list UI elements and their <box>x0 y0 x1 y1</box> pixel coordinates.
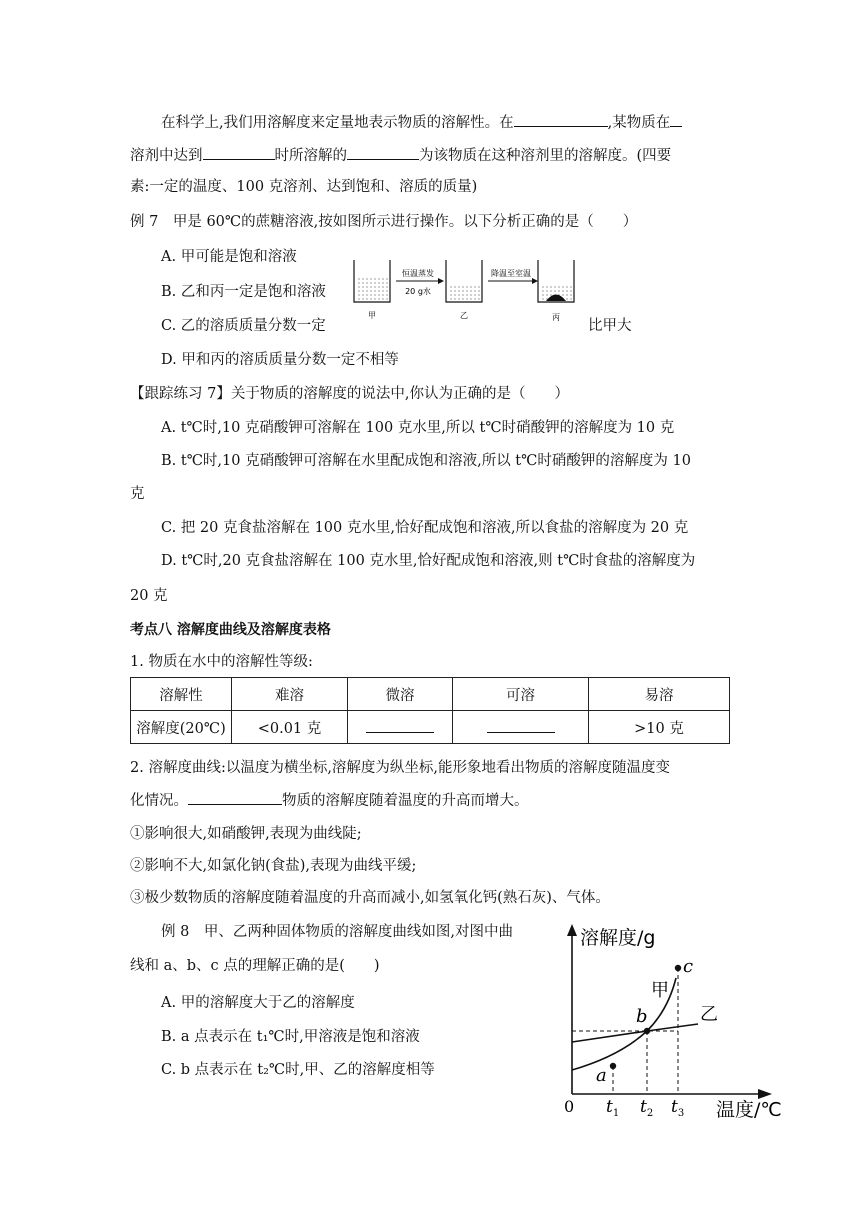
blank <box>670 112 682 127</box>
tick-t2: $t_2$ <box>640 1097 654 1119</box>
ex7-option-b: B. 乙和丙一定是饱和溶液 <box>161 284 326 300</box>
point-a <box>610 1063 616 1069</box>
track7-option-d: D. t℃时,20 克食盐溶解在 100 克水里,恰好配成饱和溶液,则 t℃时食盐的溶解度为 <box>161 553 696 569</box>
point-a-label: a <box>596 1065 607 1086</box>
ex7-stem: 例 7 甲是 60℃的蔗糖溶液,按如图所示进行操作。以下分析正确的是（ ） <box>130 214 638 230</box>
ex8-option-b: B. a 点表示在 t₁℃时,甲溶液是饱和溶液 <box>161 1029 420 1045</box>
table-cell: 微溶 <box>348 678 453 711</box>
beaker-figure <box>350 258 580 326</box>
curve-yi <box>572 1024 698 1042</box>
intro-line-3: 素:一定的温度、100 克溶剂、达到饱和、溶质的质量) <box>130 179 478 195</box>
beaker-label-yi: 乙 <box>460 311 468 320</box>
step1-sub-label: 20 g水 <box>405 287 431 296</box>
section-title: 考点八 溶解度曲线及溶解度表格 <box>130 622 331 638</box>
tick-t1: $t_1$ <box>606 1097 620 1119</box>
tick-t3: $t_3$ <box>671 1097 685 1119</box>
track7-option-d-cont: 20 克 <box>130 588 168 604</box>
blank <box>487 718 555 733</box>
table-cell: >10 克 <box>589 711 730 744</box>
point-b <box>644 1028 650 1034</box>
x-axis-arrow <box>758 1089 772 1099</box>
item-2: ②影响不大,如氯化钠(食盐),表现为曲线平缓; <box>130 858 417 874</box>
table-row <box>131 678 730 711</box>
point-c-label: c <box>683 956 694 977</box>
beaker-yi <box>446 260 482 302</box>
ex8-stem-cont: 线和 a、b、c 点的理解正确的是( ) <box>130 958 380 974</box>
table-cell: 可溶 <box>453 678 589 711</box>
origin-label: 0 <box>564 1097 575 1116</box>
track7-option-c: C. 把 20 克食盐溶解在 100 克水里,恰好配成饱和溶液,所以食盐的溶解度为 20 克 <box>161 520 689 536</box>
point-c <box>675 965 681 971</box>
blank <box>188 790 282 805</box>
arrow-1 <box>396 278 444 284</box>
item-3: ③极少数物质的溶解度随着温度的升高而减小,如氢氧化钙(熟石灰)、气体。 <box>130 890 610 906</box>
intro-line-1: 在科学上,我们用溶解度来定量地表示物质的溶解性。在 ,某物质在 <box>161 112 682 133</box>
table-cell: 易溶 <box>589 678 730 711</box>
solubility-graph <box>560 920 810 1130</box>
ex8-option-c: C. b 点表示在 t₂℃时,甲、乙的溶解度相等 <box>161 1062 435 1078</box>
x-axis-label: 温度/℃ <box>716 1099 782 1121</box>
blank <box>366 718 434 733</box>
table-row <box>131 711 730 744</box>
table-cell <box>348 711 453 744</box>
paragraph-2: 2. 溶解度曲线:以温度为横坐标,溶解度为纵坐标,能形象地看出物质的溶解度随温度变 <box>130 760 671 776</box>
table-cell <box>453 711 589 744</box>
table-cell: 溶解性 <box>131 678 232 711</box>
item-1: ①影响很大,如硝酸钾,表现为曲线陡; <box>130 826 362 842</box>
blank <box>203 145 275 160</box>
y-axis-label: 溶解度/g <box>580 927 656 949</box>
table-cell: 难溶 <box>232 678 348 711</box>
paragraph-2-cont: 化情况。 物质的溶解度随着温度的升高而增大。 <box>130 790 529 811</box>
paragraph-1: 1. 物质在水中的溶解性等级: <box>130 654 313 670</box>
track7-option-a: A. t℃时,10 克硝酸钾可溶解在 100 克水里,所以 t℃时硝酸钾的溶解度为 10 克 <box>161 420 675 436</box>
beaker-label-bing: 丙 <box>552 313 560 322</box>
ex8-stem: 例 8 甲、乙两种固体物质的溶解度曲线如图,对图中曲 <box>161 924 513 940</box>
curve-yi-label: 乙 <box>700 1004 718 1025</box>
beaker-jia <box>354 260 390 302</box>
table-cell: <0.01 克 <box>232 711 348 744</box>
track7-stem: 【跟踪练习 7】关于物质的溶解度的说法中,你认为正确的是（ ） <box>130 386 569 402</box>
y-axis-arrow <box>567 924 577 936</box>
beaker-label-jia: 甲 <box>368 311 376 320</box>
ex7-option-d: D. 甲和丙的溶质质量分数一定不相等 <box>161 352 399 368</box>
arrow-2 <box>488 278 538 284</box>
beaker-bing <box>538 260 574 302</box>
curve-jia-label: 甲 <box>651 980 669 1001</box>
ex7-option-a: A. 甲可能是饱和溶液 <box>161 249 297 265</box>
ex7-option-c: C. 乙的溶质质量分数一定 <box>161 318 326 334</box>
step1-label: 恒温蒸发 <box>402 269 434 278</box>
blank <box>514 112 608 127</box>
point-b-label: b <box>636 1006 648 1027</box>
step2-label: 降温至室温 <box>491 269 531 278</box>
intro-line-2: 溶剂中达到 时所溶解的 为该物质在这种溶剂里的溶解度。(四要 <box>130 145 671 166</box>
table-cell: 溶解度(20℃) <box>131 711 232 744</box>
track7-option-b-cont: 克 <box>130 486 145 502</box>
ex8-option-a: A. 甲的溶解度大于乙的溶解度 <box>161 995 355 1011</box>
track7-option-b: B. t℃时,10 克硝酸钾可溶解在水里配成饱和溶液,所以 t℃时硝酸钾的溶解度为 10 <box>161 453 691 469</box>
ex7-option-c-tail: 比甲大 <box>588 318 632 334</box>
blank <box>347 145 419 160</box>
solubility-table <box>130 677 730 744</box>
